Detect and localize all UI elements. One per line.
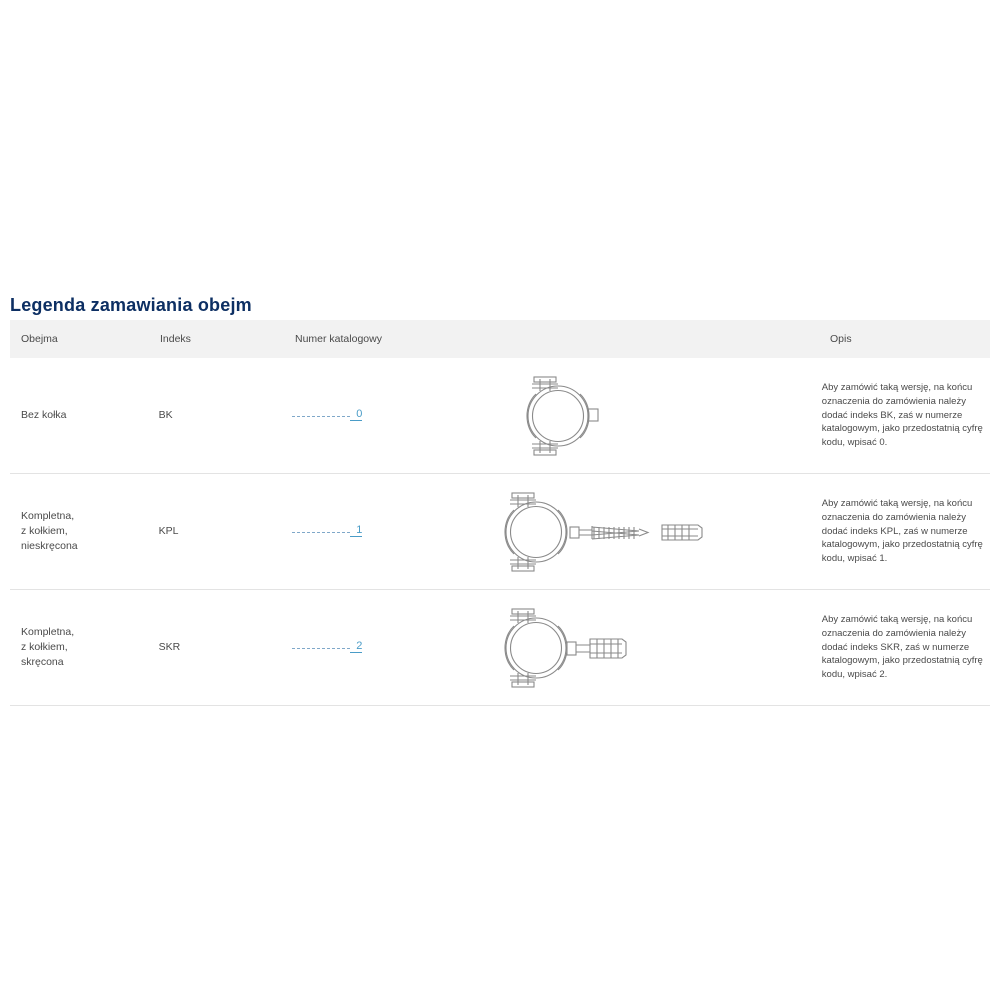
catalog-number-digit: 1	[356, 523, 363, 536]
cell-opis: Aby zamówić taką wersję, na końcu oznaczenia do zamówienia należy dodać indeks KPL, zaś w numerze katalogowym, jako przedostatnią cyfrę kodu, wpisać 1.	[821, 498, 983, 565]
clamp-with-assembled-dowel-icon	[466, 593, 726, 703]
catalog-number-underline	[350, 652, 362, 653]
catalog-number-code	[292, 409, 362, 423]
table-header-row	[10, 320, 990, 358]
catalog-number-digit: 2	[356, 639, 363, 652]
catalog-number-code	[292, 525, 362, 539]
cell-numer-katalogowy	[282, 641, 465, 655]
page-title: Legenda zamawiania obejm	[10, 295, 252, 316]
column-header-opis: Opis	[830, 333, 852, 345]
obejma-line: z kołkiem,	[21, 640, 68, 653]
catalog-number-dashes	[292, 648, 350, 649]
clamp-with-loose-dowel-icon	[466, 477, 726, 587]
obejma-line: Kompletna,	[21, 625, 75, 638]
obejma-line: Bez kołka	[21, 408, 67, 421]
table-row	[10, 474, 990, 590]
catalog-number-dashes	[292, 532, 350, 533]
catalog-number-code	[292, 641, 362, 655]
cell-opis: Aby zamówić taką wersję, na końcu oznaczenia do zamówienia należy dodać indeks SKR, zaś w numerze katalogowym, jako przedostatnią cyfrę kodu, wpisać 2.	[821, 614, 983, 681]
cell-opis: Aby zamówić taką wersję, na końcu oznaczenia do zamówienia należy dodać indeks BK, zaś w numerze katalogowym, jako przedostatnią cyfrę kodu, wpisać 0.	[821, 382, 983, 449]
table-row	[10, 358, 990, 474]
legend-table	[10, 320, 990, 706]
cell-numer-katalogowy	[282, 409, 465, 423]
cell-obejma	[10, 408, 149, 423]
cell-rysunek	[466, 361, 822, 471]
cell-obejma	[10, 509, 149, 555]
cell-rysunek	[466, 593, 822, 703]
clamp-without-dowel-icon	[466, 361, 726, 471]
catalog-number-digit: 0	[356, 407, 363, 420]
cell-indeks: KPL	[158, 524, 179, 537]
cell-numer-katalogowy	[282, 525, 465, 539]
catalog-number-underline	[350, 536, 362, 537]
table-row	[10, 590, 990, 706]
cell-indeks: SKR	[158, 640, 181, 653]
column-header-numer-katalogowy: Numer katalogowy	[295, 333, 382, 345]
obejma-line: nieskręcona	[21, 540, 78, 553]
cell-obejma	[10, 625, 149, 671]
obejma-line: skręcona	[21, 656, 64, 669]
catalog-number-dashes	[292, 416, 350, 417]
column-header-obejma: Obejma	[21, 333, 58, 345]
column-header-indeks: Indeks	[160, 333, 191, 345]
obejma-line: z kołkiem,	[21, 524, 68, 537]
cell-rysunek	[466, 477, 822, 587]
obejma-line: Kompletna,	[21, 509, 75, 522]
cell-indeks: BK	[158, 408, 173, 421]
catalog-number-underline	[350, 420, 362, 421]
